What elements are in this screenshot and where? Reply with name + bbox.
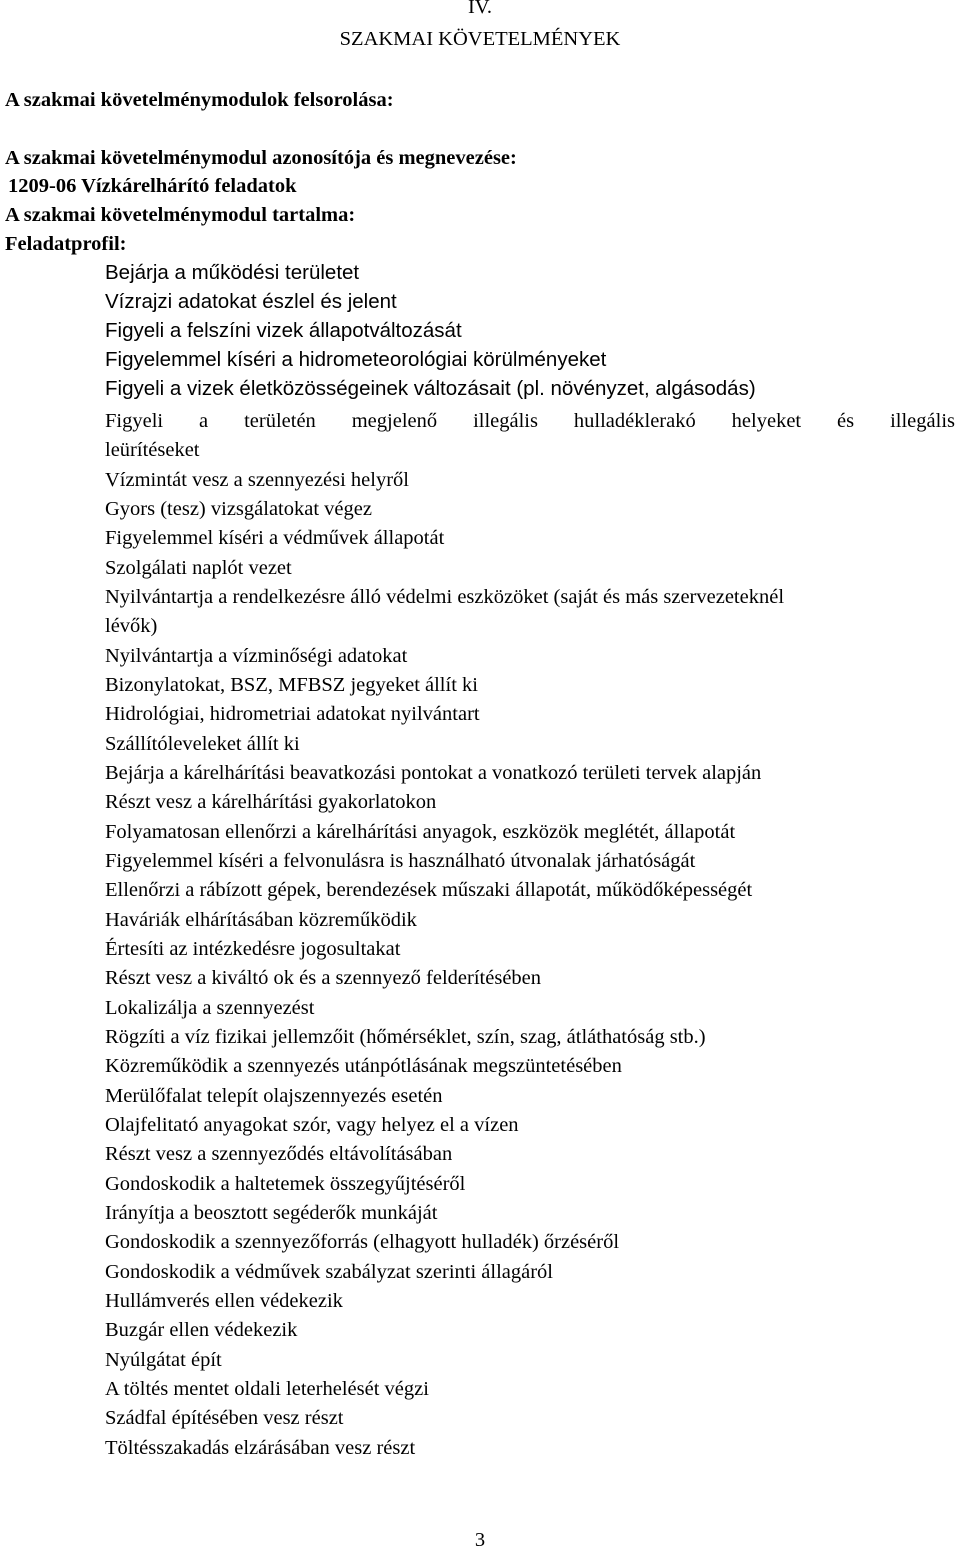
list-item: Figyeli a felszíni vizek állapotváltozását (105, 319, 462, 342)
list-item: Gondoskodik a haltetemek összegyűjtéséről (105, 1173, 466, 1195)
list-item: Irányítja a beosztott segéderők munkáját (105, 1202, 438, 1224)
list-item: Szolgálati naplót vezet (105, 557, 292, 579)
list-item: Buzgár ellen védekezik (105, 1319, 298, 1341)
list-item: Hidrológiai, hidrometriai adatokat nyilvántart (105, 703, 480, 725)
list-item: Bejárja a kárelhárítási beavatkozási pontokat a vonatkozó területi tervek alapján (105, 762, 762, 784)
list-item: Nyúlgátat épít (105, 1349, 222, 1371)
list-item: Részt vesz a kárelhárítási gyakorlatokon (105, 791, 437, 813)
list-item: A töltés mentet oldali leterhelését végzi (105, 1378, 429, 1400)
list-item: Gyors (tesz) vizsgálatokat végez (105, 498, 372, 520)
list-item: Lokalizálja a szennyezést (105, 997, 315, 1019)
list-item: Értesíti az intézkedésre jogosultakat (105, 938, 401, 960)
list-item: Olajfelitató anyagokat szór, vagy helyez el a vízen (105, 1114, 519, 1136)
list-item: Szállítóleveleket állít ki (105, 733, 300, 755)
list-item: Haváriák elhárításában közreműködik (105, 909, 417, 931)
list-item: Figyeli a területén megjelenő illegális hulladéklerakó helyeket és illegális (105, 410, 955, 432)
list-item: Részt vesz a szennyeződés eltávolításában (105, 1143, 453, 1165)
list-item: Közreműködik a szennyezés utánpótlásának megszüntetésében (105, 1055, 622, 1077)
list-item: Ellenőrzi a rábízott gépek, berendezések műszaki állapotát, működőképességét (105, 879, 753, 901)
list-item: Töltésszakadás elzárásában vesz részt (105, 1437, 416, 1459)
task-profile-heading: Feladatprofil: (5, 233, 127, 255)
list-item: Szádfal építésében vesz részt (105, 1407, 344, 1429)
module-id-heading: A szakmai követelménymodul azonosítója és megnevezése: (5, 147, 517, 169)
module-content-heading: A szakmai követelménymodul tartalma: (5, 204, 356, 226)
list-item: Figyelemmel kíséri a hidrometeorológiai körülményeket (105, 348, 607, 371)
list-item: Folyamatosan ellenőrzi a kárelhárítási anyagok, eszközök meglétét, állapotát (105, 821, 736, 843)
module-id: 1209-06 Vízkárelhárító feladatok (8, 175, 297, 197)
section-title: SZAKMAI KÖVETELMÉNYEK (339, 28, 621, 50)
list-item: Figyelemmel kíséri a védművek állapotát (105, 527, 445, 549)
list-item: Nyilvántartja a vízminőségi adatokat (105, 645, 408, 667)
list-item: Merülőfalat telepít olajszennyezés esetén (105, 1085, 443, 1107)
page-number: 3 (474, 1529, 486, 1551)
modules-list-heading: A szakmai követelménymodulok felsorolása: (5, 89, 394, 111)
list-item: Rögzíti a víz fizikai jellemzőit (hőmérséklet, szín, szag, átláthatóság stb.) (105, 1026, 706, 1048)
list-item: Vízrajzi adatokat észlel és jelent (105, 290, 397, 313)
list-item: Bejárja a működési területet (105, 261, 360, 284)
list-item: Figyeli a vizek életközösségeinek változásait (pl. növényzet, algásodás) (105, 377, 756, 400)
list-item: Gondoskodik a szennyezőforrás (elhagyott hulladék) őrzéséről (105, 1231, 620, 1253)
list-item: Bizonylatokat, BSZ, MFBSZ jegyeket állít ki (105, 674, 478, 696)
list-item: Gondoskodik a védművek szabályzat szerinti állagáról (105, 1261, 554, 1283)
list-item: Hullámverés ellen védekezik (105, 1290, 343, 1312)
list-item: Vízmintát vesz a szennyezési helyről (105, 469, 409, 491)
list-item: leürítéseket (105, 439, 200, 461)
list-item: Részt vesz a kiváltó ok és a szennyező felderítésében (105, 967, 542, 989)
list-item: Nyilvántartja a rendelkezésre álló védelmi eszközöket (saját és más szervezeteknél (105, 586, 785, 608)
list-item: Figyelemmel kíséri a felvonulásra is használható útvonalak járhatóságát (105, 850, 696, 872)
chapter-number: IV. (467, 0, 493, 18)
list-item: lévők) (105, 615, 158, 637)
